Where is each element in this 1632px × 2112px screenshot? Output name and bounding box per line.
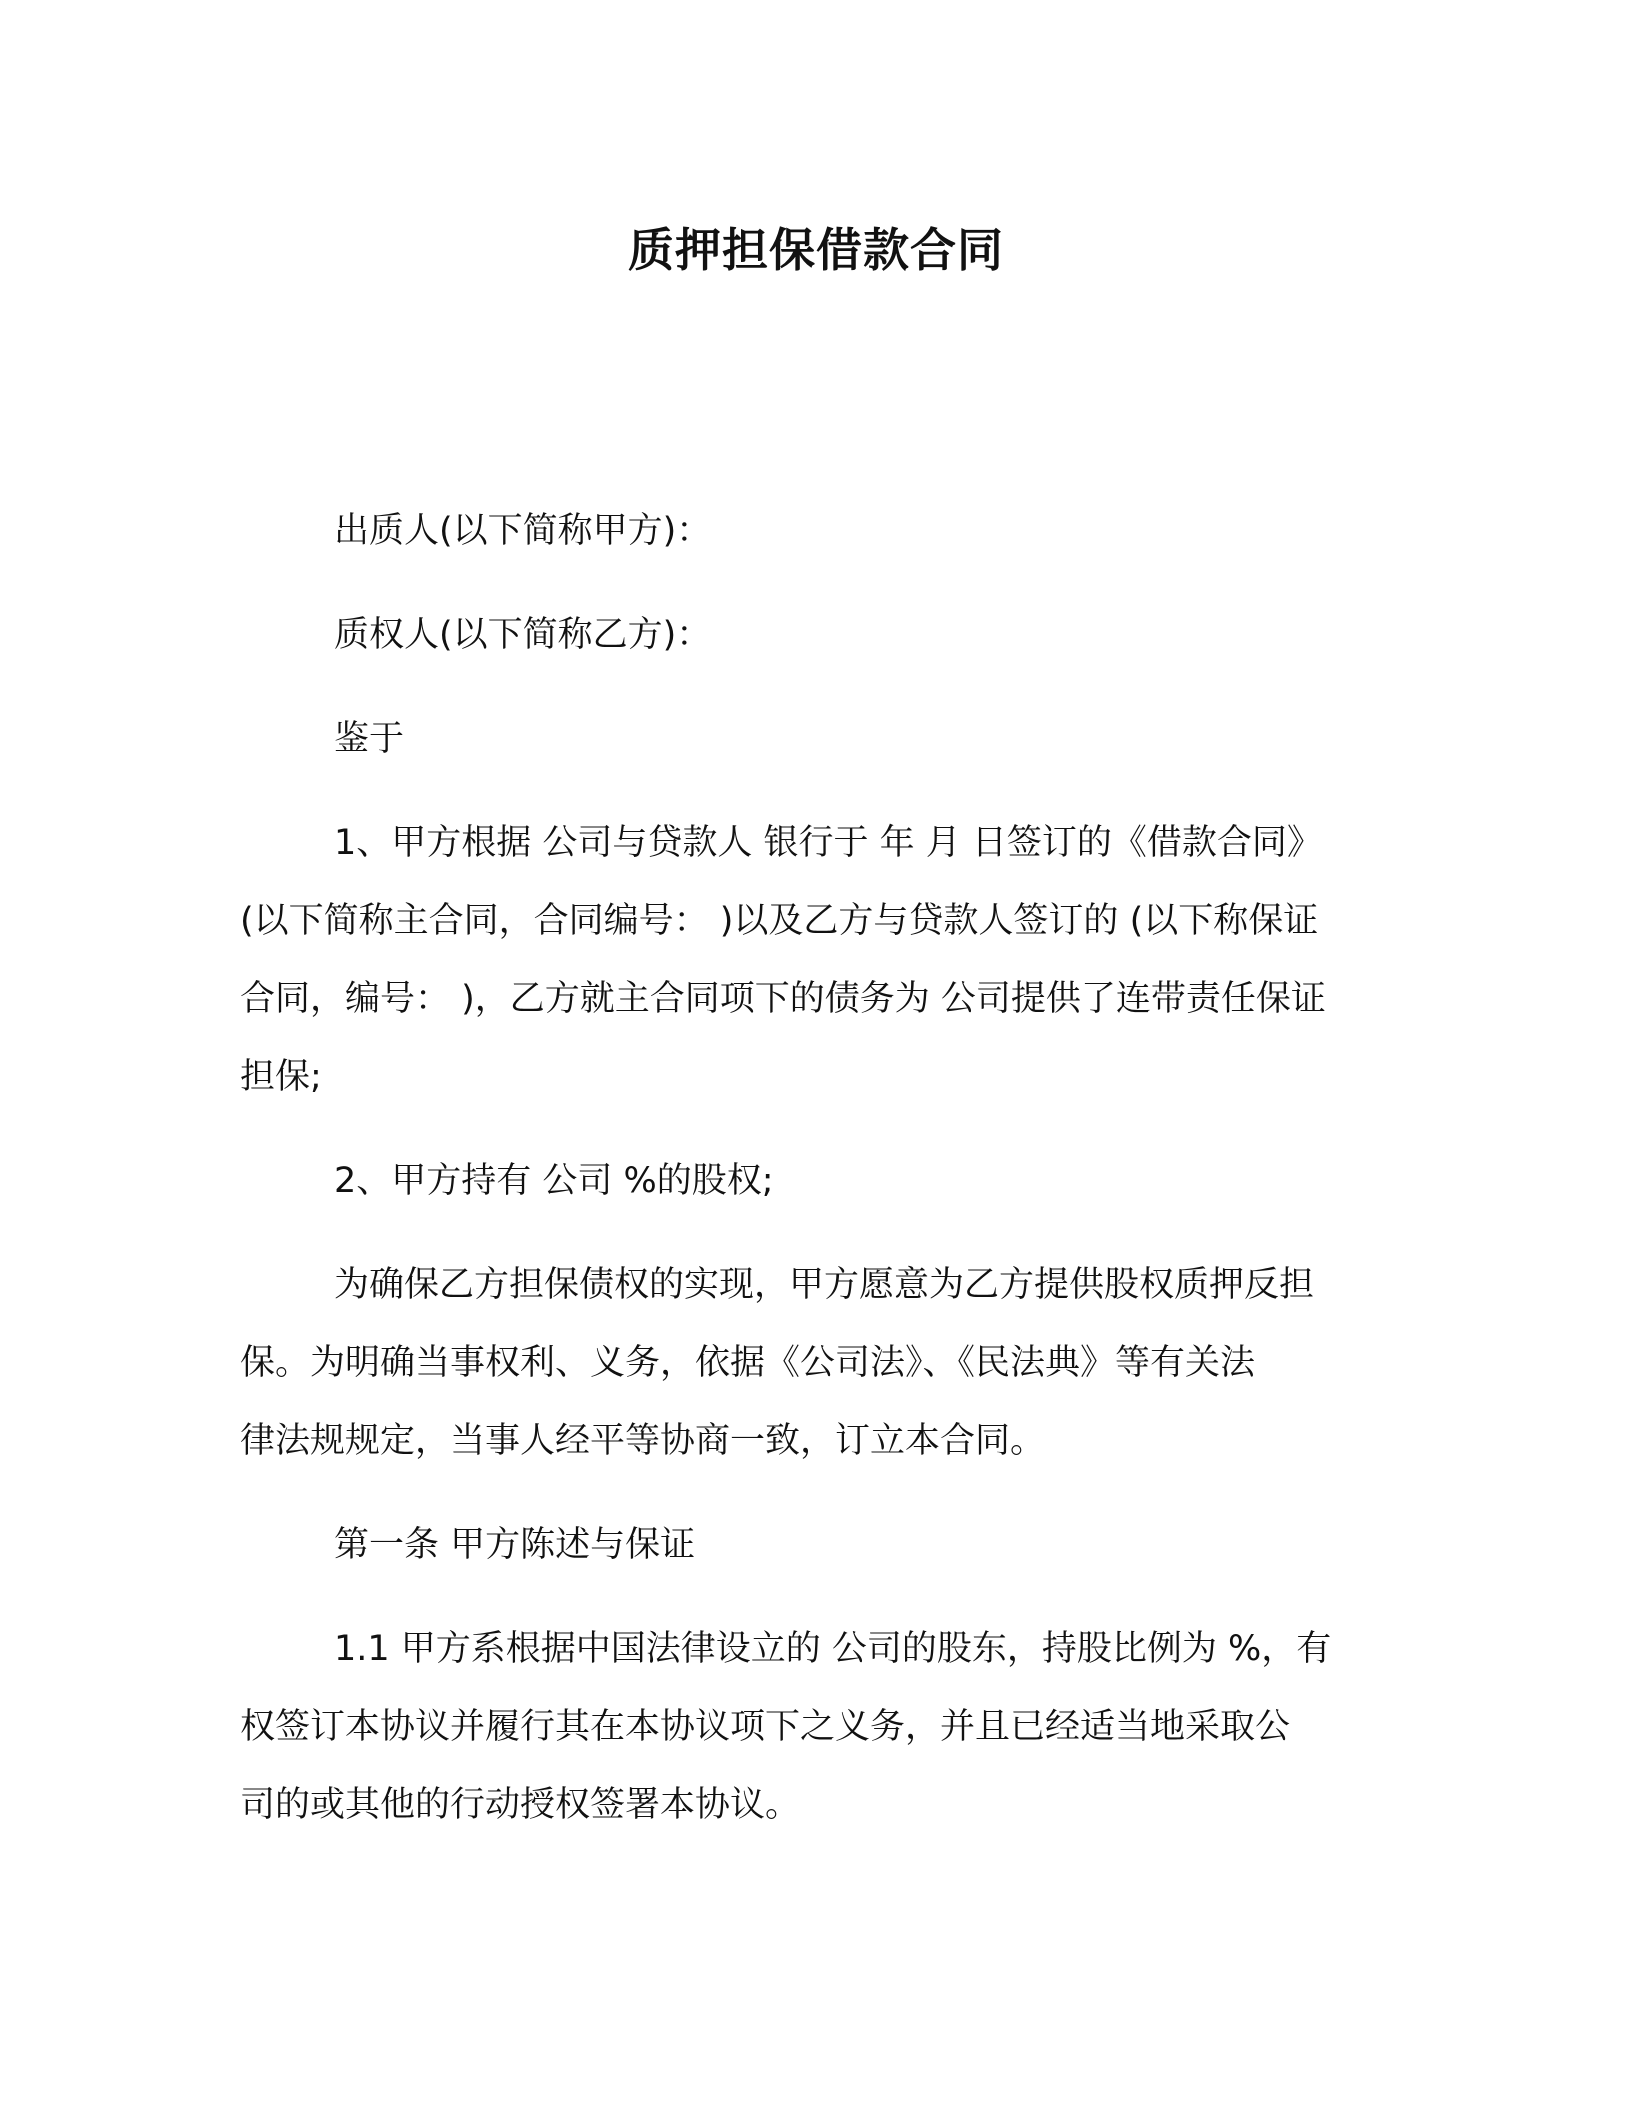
recital-2-text: 2、甲方持有 公司 %的股权; xyxy=(334,1161,774,1201)
recital-1-line: (以下简称主合同，合同编号： )以及乙方与贷款人签订的 (以下称保证 xyxy=(240,901,1319,941)
whereas-line xyxy=(240,700,1390,778)
recital-1-line: 合同，编号： )，乙方就主合同项下的债务为 公司提供了连带责任保证 xyxy=(240,979,1326,1019)
clause-1-1-line: 司的或其他的行动授权签署本协议。 xyxy=(240,1785,801,1825)
purpose-line: 律法规规定，当事人经平等协商一致，订立本合同。 xyxy=(240,1421,1046,1461)
pledgor-line xyxy=(240,492,1390,570)
clause-1-1-paragraph xyxy=(240,1610,1390,1688)
clause-1-1-paragraph-cont xyxy=(240,1688,1390,1844)
purpose-paragraph-cont xyxy=(240,1324,1390,1480)
purpose-line: 为确保乙方担保债权的实现，甲方愿意为乙方提供股权质押反担 xyxy=(334,1265,1315,1305)
recital-2-paragraph xyxy=(240,1142,1390,1220)
recital-1-line: 担保; xyxy=(240,1057,322,1097)
clause-1-1-line: 1.1 甲方系根据中国法律设立的 公司的股东，持股比例为 %，有 xyxy=(334,1629,1332,1669)
purpose-paragraph xyxy=(240,1246,1390,1324)
purpose-line: 保。为明确当事权利、义务，依据《公司法》、《民法典》等有关法 xyxy=(240,1343,1256,1383)
pledgee-text: 质权人(以下简称乙方)： xyxy=(334,615,712,655)
whereas-text: 鉴于 xyxy=(334,719,405,759)
recital-1-paragraph xyxy=(240,804,1390,882)
article-1-heading xyxy=(240,1506,1390,1584)
recital-1-paragraph-cont xyxy=(240,882,1390,1116)
document-title: 质押担保借款合同 xyxy=(628,223,1004,277)
pledgor-text: 出质人(以下简称甲方)： xyxy=(334,511,712,551)
clause-1-1-line: 权签订本协议并履行其在本协议项下之义务，并且已经适当地采取公 xyxy=(240,1707,1291,1747)
article-1-heading-text: 第一条 甲方陈述与保证 xyxy=(334,1525,696,1565)
pledgee-line xyxy=(240,596,1390,674)
recital-1-line: 1、甲方根据 公司与贷款人 银行于 年 月 日签订的《借款合同》 xyxy=(334,823,1322,863)
